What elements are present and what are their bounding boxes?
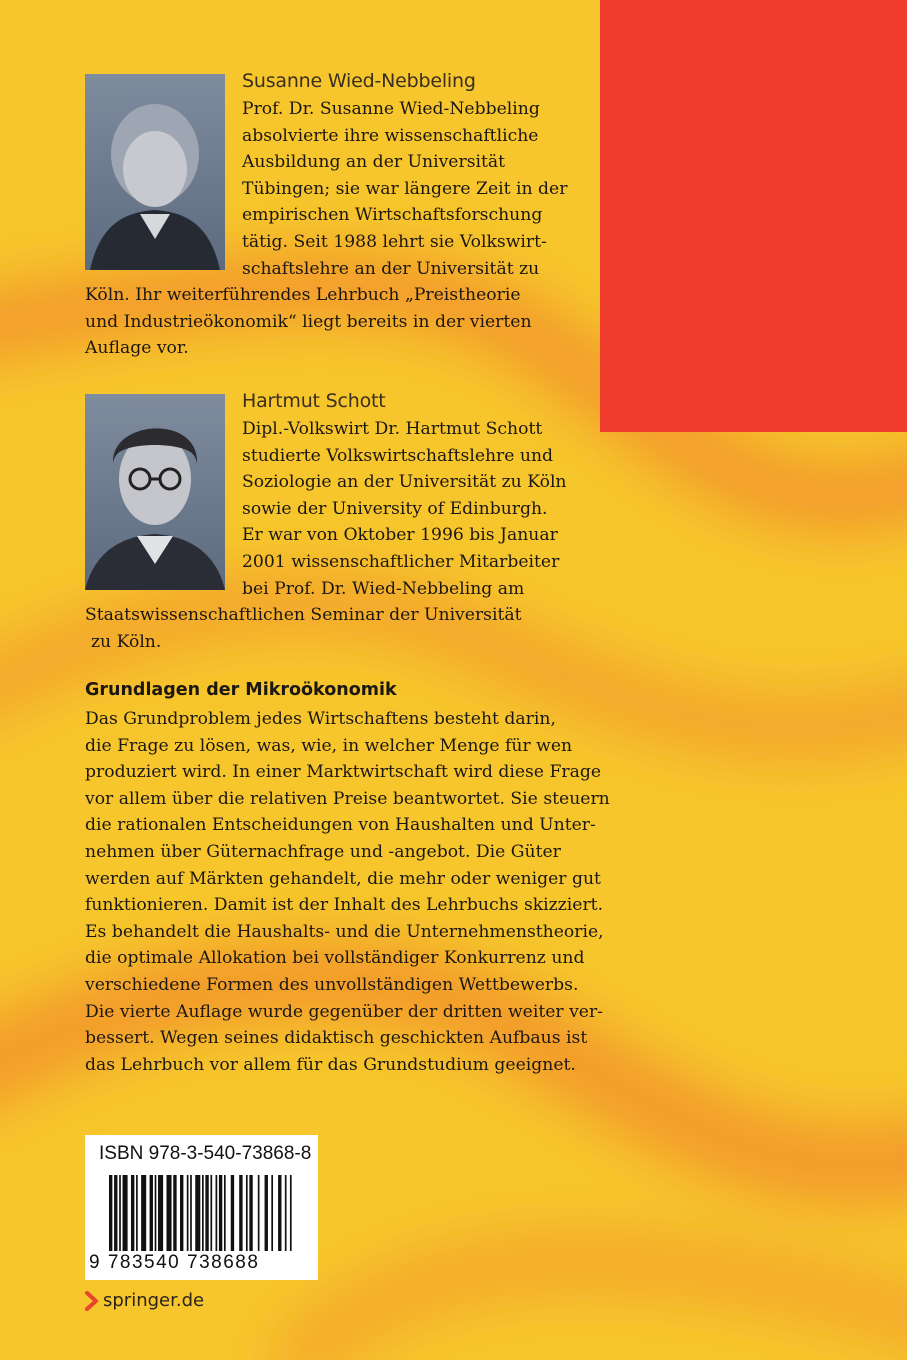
barcode-bar [271, 1175, 273, 1251]
blurb-line: Die vierte Auflage wurde gegenüber der dritten weiter ver- [85, 1001, 603, 1022]
bio-line: Ausbildung an der Universität [242, 152, 506, 173]
blurb-line: vor allem über die relativen Preise beantwortet. Sie steuern [85, 788, 610, 809]
barcode-bar [150, 1175, 153, 1251]
barcode-bar [210, 1175, 212, 1251]
blurb-line: Es behandelt die Haushalts- und die Unternehmenstheorie, [85, 921, 604, 942]
blurb-line: nehmen über Güternachfrage und -angebot. Die Güter [85, 841, 561, 862]
bio-line: 2001 wissenschaftlicher Mitarbeiter [242, 551, 560, 572]
isbn-barcode-box [85, 1135, 318, 1280]
barcode-bar [290, 1175, 292, 1251]
bio-line: und Industrieökonomik“ liegt bereits in der vierten [85, 311, 532, 332]
author-name-wied-nebbeling: Susanne Wied-Nebbeling [242, 70, 476, 92]
bio-line: Tübingen; sie war längere Zeit in der [242, 178, 568, 199]
blurb-line: die optimale Allokation bei vollständiger Konkurrenz und [85, 948, 585, 969]
barcode-bar [258, 1175, 260, 1251]
barcode-bars [109, 1175, 299, 1255]
bio-line: Köln. Ihr weiterführendes Lehrbuch „Preistheorie [85, 285, 521, 305]
author-name-schott: Hartmut Schott [242, 390, 386, 412]
bio-line: Staatswissenschaftlichen Seminar der Universität [85, 605, 522, 625]
barcode-bar [265, 1175, 268, 1251]
bio-line: tätig. Seit 1988 lehrt sie Volkswirt- [242, 231, 547, 252]
barcode-bar [109, 1175, 112, 1251]
book-blurb [85, 706, 610, 1078]
barcode-bar [216, 1175, 218, 1251]
blurb-line: werden auf Märkten gehandelt, die mehr oder weniger gut [85, 868, 601, 889]
bio-line: Prof. Dr. Susanne Wied-Nebbeling [242, 99, 540, 119]
bio-line: Dipl.-Volkswirt Dr. Hartmut Schott [242, 419, 543, 439]
author-bio-schott [242, 416, 567, 602]
bio-line: Soziologie an der Universität zu Köln [242, 472, 567, 493]
author-bio-wied-nebbeling [242, 96, 567, 282]
bio-line: sowie der University of Edinburgh. [242, 498, 548, 519]
blurb-line: die rationalen Entscheidungen von Haushalten und Unter- [85, 815, 596, 836]
blurb-line: Das Grundproblem jedes Wirtschaftens besteht darin, [85, 709, 556, 729]
bio-line: absolvierte ihre wissenschaftliche [242, 125, 539, 146]
barcode-bar [166, 1175, 171, 1251]
bio-line: bei Prof. Dr. Wied-Nebbeling am [242, 578, 525, 599]
author-photo-wied-nebbeling [85, 74, 225, 270]
bio-line: zu Köln. [91, 631, 162, 652]
blurb-line: die Frage zu lösen, was, wie, in welcher Menge für wen [85, 735, 573, 756]
barcode-bar [190, 1175, 192, 1251]
blurb-line: verschiedene Formen des unvollständigen Wettbewerbs. [85, 974, 579, 995]
barcode-bar [136, 1175, 138, 1251]
publisher-link[interactable] [85, 1290, 204, 1311]
barcode-bar [195, 1175, 200, 1251]
barcode-bar [180, 1175, 183, 1251]
barcode-digits: 9 783540 738688 [89, 1252, 260, 1273]
barcode-bar [224, 1175, 226, 1251]
chevron-right-icon [85, 1291, 99, 1311]
barcode-bar [239, 1175, 242, 1251]
author-bio-schott-continued [85, 602, 522, 655]
bio-line: empirischen Wirtschaftsforschung [242, 205, 543, 226]
author-bio-wied-nebbeling-continued [85, 282, 532, 362]
barcode-bar [205, 1175, 208, 1251]
bio-line: Er war von Oktober 1996 bis Januar [242, 525, 558, 546]
barcode-bar [231, 1175, 234, 1251]
blurb-line: das Lehrbuch vor allem für das Grundstudium geeignet. [85, 1054, 576, 1075]
blurb-line: funktionieren. Damit ist der Inhalt des Lehrbuchs skizziert. [85, 895, 604, 916]
barcode-bar [202, 1175, 204, 1251]
publisher-label: springer.de [103, 1290, 205, 1311]
blurb-line: bessert. Wegen seines didaktisch geschickten Aufbaus ist [85, 1028, 588, 1049]
bio-line: studierte Volkswirtschaftslehre und [242, 445, 554, 466]
barcode-bar [249, 1175, 252, 1251]
accent-color-block [600, 0, 907, 432]
bio-line: Auflage vor. [85, 338, 189, 359]
barcode-bar [187, 1175, 189, 1251]
barcode-bar [278, 1175, 281, 1251]
barcode-bar [141, 1175, 146, 1251]
barcode-bar [123, 1175, 128, 1251]
book-title: Grundlagen der Mikroökonomik [85, 680, 397, 700]
barcode-bar [158, 1175, 163, 1251]
blurb-line: produziert wird. In einer Marktwirtschaft wird diese Frage [85, 762, 602, 783]
author-photo-schott [85, 394, 225, 590]
barcode-bar [119, 1175, 121, 1251]
barcode-bar [285, 1175, 287, 1251]
barcode-bar [114, 1175, 117, 1251]
barcode-bar [173, 1175, 176, 1251]
barcode-bar [131, 1175, 134, 1251]
isbn-label: ISBN 978-3-540-73868-8 [99, 1143, 312, 1164]
bio-line: schaftslehre an der Universität zu [242, 258, 540, 279]
barcode-bar [155, 1175, 157, 1251]
barcode-bar [246, 1175, 248, 1251]
barcode-bar [219, 1175, 222, 1251]
